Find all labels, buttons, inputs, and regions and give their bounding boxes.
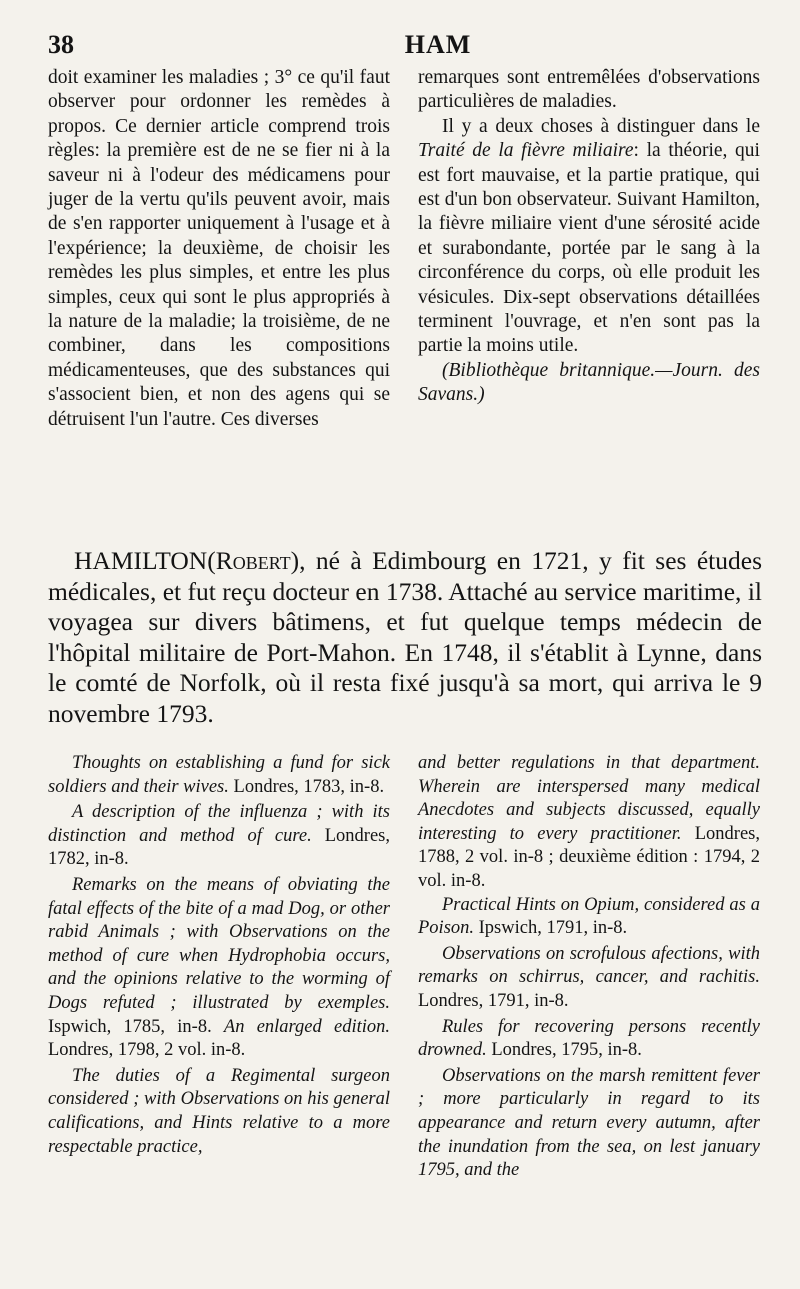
left-column — [48, 66, 390, 432]
bibliography-item — [418, 894, 760, 941]
work-title: Remarks on the means of obviating the fatal effects of the bite of a mad Dog, or other rabid Animals ; with Observations on the method of cure when Hydrophobia occurs, and the opinions relative to the worming of Dogs refuted ; illustrated by exemples. — [48, 874, 390, 1013]
bibliography-columns — [48, 752, 762, 1272]
bibliography-item — [418, 1016, 760, 1063]
work-title: Observations on the marsh remittent fever ; more particularly in regard to its appearance and return every autumn, after the inundation from the sea, on lest january 1795, and the — [418, 1065, 760, 1181]
work-imprint: Ipswich, 1791, in-8. — [474, 918, 628, 939]
running-head: HAM — [404, 30, 472, 59]
bibliography-item — [48, 801, 390, 872]
bibliography-item — [418, 752, 760, 894]
bibliography-right-column — [418, 752, 760, 1185]
work-title: The duties of a Regimental surgeon considered ; with Observations on his general califications, and Hints relative to a more respectable practice, — [48, 1065, 390, 1157]
page-header — [48, 30, 760, 66]
text-run: Il y a deux choses à distinguer dans le — [442, 115, 760, 137]
text-run: : la théorie, qui est fort mauvaise, et la partie pratique, qui est d'un bon observateur. Suivant Hamilton, la fièvre miliaire vient d'une sérosité acide et surabondante, portée par le sang à la circonférence du corps, où elle produit les vésicules. Dix-sept observations détaillées terminent l'ouvrage, et n'en sont pas la partie la moins utile. — [418, 140, 760, 357]
work-title: Traité de la fièvre miliaire — [418, 140, 634, 162]
bibliography-item — [48, 874, 390, 1063]
work-imprint: Londres, 1798, 2 vol. in-8. — [48, 1040, 246, 1061]
biography-entry — [48, 546, 762, 729]
biography-paragraph: HAMILTON(Robert), né à Edimbourg en 1721, y fit ses études médicales, et fut reçu docteur en 1738. Attaché au service maritime, il voyagea sur divers bâtimens, et fut quelque temps médecin de l'hôpital militaire de Port-Mahon. En 1748, il s'établit à Lynne, dans le comté de Norfolk, où il resta fixé jusqu'à sa mort, qui arriva le 9 novembre 1793. — [48, 546, 762, 728]
work-imprint: Londres, 1783, in-8. — [228, 776, 385, 797]
work-title: Rules for recovering persons recently drowned. — [418, 1016, 760, 1061]
work-imprint: Londres, 1788, 2 vol. in-8 ; deuxième édition : 1794, 2 vol. in-8. — [418, 823, 760, 891]
work-imprint: Londres, 1791, in-8. — [418, 990, 569, 1011]
entry-name: HAMILTON — [74, 546, 208, 575]
bibliography-left-column — [48, 752, 390, 1161]
paragraph: doit examiner les maladies ; 3° ce qu'il faut observer pour ordonner les remèdes à propos. Ce dernier article comprend trois règles: la première est de ne se fier ni à la saveur ni à l'odeur des médicamens pour juger de la vertu qu'ils peuvent avoir, mais de s'en rapporter uniquement à l'usage et à l'expérience; la deuxième, de choisir les remèdes les plus simples, et entre les plus simples, ceux qui sont le plus appropriés à la nature de la maladie; la troisième, de ne combiner, dans les compositions médicamenteuses, que des substances qui s'associent bien, et non des agens qui se détruisent l'un l'autre. Ces diverses — [48, 67, 390, 430]
work-title: An enlarged edition. — [223, 1016, 390, 1037]
page-number: 38 — [48, 30, 74, 59]
work-imprint: Londres, 1795, in-8. — [486, 1040, 642, 1061]
citation-text: (Bibliothèque britannique.—Journ. des Savans.) — [418, 359, 760, 406]
work-title: Practical Hints on Opium, considered as a Poison. — [418, 894, 760, 939]
previous-entry-columns — [48, 66, 762, 516]
work-imprint: Ispwich, 1785, in-8. — [48, 1016, 224, 1037]
work-title: and better regulations in that department. Wherein are interspersed many medical Anecdotes and subjects discussed, equally interesting to every practitioner. — [418, 753, 760, 844]
source-citation — [418, 359, 760, 408]
work-imprint: Londres, 1782, in-8. — [48, 825, 390, 870]
entry-forename: Robert — [215, 546, 291, 575]
bibliography-item — [48, 752, 390, 799]
work-title: A description of the influenza ; with its distinction and method of cure. — [48, 802, 390, 846]
biography-text: , né à Edimbourg en 1721, y fit ses études médicales, et fut reçu docteur en 1738. Attaché au service maritime, il voyagea sur divers bâtimens, et fut quelque temps médecin de l'hôpital militaire de Port-Mahon. En 1748, il s'établit à Lynne, dans le comté de Norfolk, où il resta fixé jusqu'à sa mort, qui arriva le 9 novembre 1793. — [48, 546, 762, 728]
right-column — [418, 66, 760, 408]
work-title: Observations on scrofulous afections, with remarks on schirrus, cancer, and rachitis. — [418, 943, 760, 988]
bibliography-item — [418, 1065, 760, 1183]
paragraph: remarques sont entremêlées d'observations particulières de maladies. — [418, 67, 760, 113]
bibliography-item — [48, 1065, 390, 1159]
work-title: Thoughts on establishing a fund for sick soldiers and their wives. — [48, 753, 390, 797]
bibliography-item — [418, 943, 760, 1014]
paragraph — [418, 115, 760, 359]
